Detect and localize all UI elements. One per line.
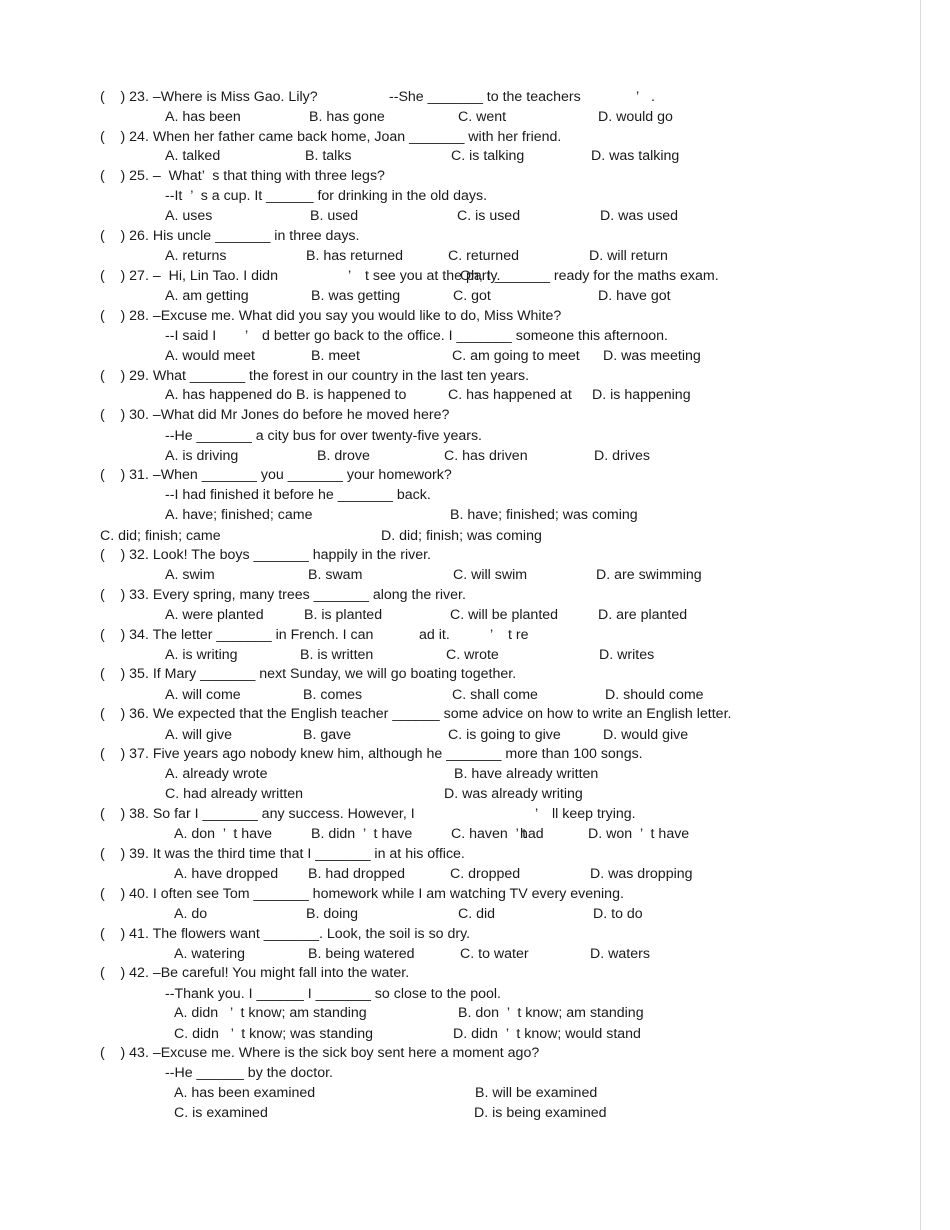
answer-option-q35: A. will come xyxy=(165,687,241,703)
answer-option-q42: C. didn ’ t know; was standing xyxy=(174,1026,373,1042)
question-text-q23: --She _______ to the teachers xyxy=(389,89,581,105)
answer-option-q36: C. is going to give xyxy=(448,727,561,743)
question-text-q28: --I said I xyxy=(165,328,217,344)
answer-option-q28: B. meet xyxy=(311,348,360,364)
answer-option-q41: D. waters xyxy=(590,946,650,962)
question-text-q38: ’ xyxy=(535,806,539,822)
answer-option-q35: D. should come xyxy=(605,687,704,703)
question-text-q31: --I had finished it before he _______ back. xyxy=(165,487,431,503)
answer-option-q25: C. is used xyxy=(457,208,521,224)
question-text-q41: ( ) 41. The flowers want _______. Look, the soil is so dry. xyxy=(100,926,471,942)
answer-option-q29: A. has happened do B. is happened to xyxy=(165,387,407,403)
answer-option-q37: D. was already writing xyxy=(444,786,583,802)
answer-option-q35: B. comes xyxy=(303,687,363,703)
question-text-q40: ( ) 40. I often see Tom _______ homework while I am watching TV every evening. xyxy=(100,886,624,902)
answer-option-q23: C. went xyxy=(458,109,507,125)
answer-option-q30: D. drives xyxy=(594,448,650,464)
answer-option-q38: had xyxy=(520,826,544,842)
question-text-q34: ( ) 34. The letter _______ in French. I can xyxy=(100,627,374,643)
question-text-q24: ( ) 24. When her father came back home, Joan _______ with her friend. xyxy=(100,129,562,145)
question-text-q34: ’ xyxy=(490,627,494,643)
answer-option-q32: C. will swim xyxy=(453,567,528,583)
answer-option-q31: C. did; finish; came xyxy=(100,528,221,544)
answer-option-q30: B. drove xyxy=(317,448,370,464)
answer-option-q43: A. has been examined xyxy=(174,1085,316,1101)
answer-option-q43: D. is being examined xyxy=(474,1105,607,1121)
question-text-q28: ’ xyxy=(245,328,249,344)
answer-option-q40: B. doing xyxy=(306,906,359,922)
answer-option-q41: A. watering xyxy=(174,946,245,962)
answer-option-q26: C. returned xyxy=(448,248,519,264)
answer-option-q40: C. did xyxy=(458,906,496,922)
answer-option-q23: D. would go xyxy=(598,109,673,125)
answer-option-q40: D. to do xyxy=(593,906,643,922)
question-text-q32: ( ) 32. Look! The boys _______ happily in the river. xyxy=(100,547,431,563)
question-text-q43: --He ______ by the doctor. xyxy=(165,1065,333,1081)
answer-option-q33: B. is planted xyxy=(304,607,383,623)
answer-option-q25: D. was used xyxy=(600,208,679,224)
answer-option-q24: B. talks xyxy=(305,148,352,164)
answer-option-q29: D. is happening xyxy=(592,387,691,403)
question-text-q34: ad it. xyxy=(419,627,450,643)
answer-option-q41: C. to water xyxy=(460,946,529,962)
answer-option-q33: D. are planted xyxy=(598,607,688,623)
answer-option-q30: A. is driving xyxy=(165,448,239,464)
question-text-q34: t re xyxy=(508,627,529,643)
question-text-q30: ( ) 30. –What did Mr Jones do before he moved here? xyxy=(100,407,450,423)
question-text-q29: ( ) 29. What _______ the forest in our country in the last ten years. xyxy=(100,368,530,384)
answer-option-q37: C. had already written xyxy=(165,786,304,802)
answer-option-q37: A. already wrote xyxy=(165,766,268,782)
answer-option-q25: A. uses xyxy=(165,208,213,224)
question-text-q25: --It ’ s a cup. It ______ for drinking in the old days. xyxy=(165,188,488,204)
question-text-q28: ( ) 28. –Excuse me. What did you say you would like to do, Miss White? xyxy=(100,308,562,324)
question-text-q23: ( ) 23. –Where is Miss Gao. Lily? xyxy=(100,89,318,105)
answer-option-q27: B. was getting xyxy=(311,288,401,304)
answer-option-q38: D. won ’ t have xyxy=(588,826,690,842)
answer-option-q37: B. have already written xyxy=(454,766,599,782)
question-text-q27: ( ) 27. – Hi, Lin Tao. I didn xyxy=(100,268,278,284)
question-text-q23: ’ xyxy=(636,89,640,105)
answer-option-q23: A. has been xyxy=(165,109,241,125)
answer-option-q39: D. was dropping xyxy=(590,866,693,882)
question-text-q26: ( ) 26. His uncle _______ in three days. xyxy=(100,228,360,244)
question-text-q27: ’ xyxy=(348,268,352,284)
question-text-q42: ( ) 42. –Be careful! You might fall into the water. xyxy=(100,965,410,981)
question-text-q36: ( ) 36. We expected that the English teacher ______ some advice on how to write an English letter. xyxy=(100,706,732,722)
answer-option-q26: A. returns xyxy=(165,248,227,264)
answer-option-q26: B. has returned xyxy=(306,248,404,264)
question-text-q28: d better go back to the office. I _______ someone this afternoon. xyxy=(262,328,668,344)
question-text-q23: . xyxy=(651,89,655,105)
question-text-q35: ( ) 35. If Mary _______ next Sunday, we will go boating together. xyxy=(100,666,517,682)
answer-option-q43: B. will be examined xyxy=(475,1085,598,1101)
answer-option-q33: C. will be planted xyxy=(450,607,559,623)
answer-option-q28: C. am going to meet xyxy=(452,348,580,364)
answer-option-q34: A. is writing xyxy=(165,647,238,663)
answer-option-q34: D. writes xyxy=(599,647,655,663)
answer-option-q31: B. have; finished; was coming xyxy=(450,507,638,523)
question-text-q27: Oh, I _______ ready for the maths exam. xyxy=(460,268,719,284)
answer-option-q33: A. were planted xyxy=(165,607,264,623)
answer-option-q29: C. has happened at xyxy=(448,387,572,403)
answer-option-q40: A. do xyxy=(174,906,208,922)
answer-option-q24: D. was talking xyxy=(591,148,680,164)
answer-option-q31: A. have; finished; came xyxy=(165,507,313,523)
answer-option-q43: C. is examined xyxy=(174,1105,268,1121)
question-text-q39: ( ) 39. It was the third time that I _______ in at his office. xyxy=(100,846,465,862)
answer-option-q36: B. gave xyxy=(303,727,352,743)
question-text-q33: ( ) 33. Every spring, many trees _______ along the river. xyxy=(100,587,466,603)
answer-option-q25: B. used xyxy=(310,208,359,224)
answer-option-q38: A. don ’ t have xyxy=(174,826,273,842)
page-edge-line xyxy=(920,0,921,1230)
answer-option-q24: C. is talking xyxy=(451,148,525,164)
answer-option-q39: C. dropped xyxy=(450,866,521,882)
question-text-q42: --Thank you. I ______ I _______ so close to the pool. xyxy=(165,986,501,1002)
answer-option-q38: B. didn ’ t have xyxy=(311,826,413,842)
question-text-q38: ll keep trying. xyxy=(552,806,636,822)
answer-option-q38: C. haven ’ t xyxy=(451,826,527,842)
question-text-q37: ( ) 37. Five years ago nobody knew him, although he _______ more than 100 songs. xyxy=(100,746,643,762)
question-text-q30: --He _______ a city bus for over twenty-five years. xyxy=(165,428,482,444)
answer-option-q39: B. had dropped xyxy=(308,866,406,882)
question-text-q27: t see you at the party. xyxy=(365,268,501,284)
answer-option-q32: B. swam xyxy=(308,567,363,583)
answer-option-q27: D. have got xyxy=(598,288,671,304)
answer-option-q41: B. being watered xyxy=(308,946,415,962)
answer-option-q28: D. was meeting xyxy=(603,348,701,364)
answer-option-q28: A. would meet xyxy=(165,348,255,364)
answer-option-q34: B. is written xyxy=(300,647,374,663)
question-text-q31: ( ) 31. –When _______ you _______ your homework? xyxy=(100,467,452,483)
answer-option-q27: A. am getting xyxy=(165,288,249,304)
answer-option-q30: C. has driven xyxy=(444,448,528,464)
answer-option-q24: A. talked xyxy=(165,148,221,164)
answer-option-q32: D. are swimming xyxy=(596,567,702,583)
question-text-q25: ( ) 25. – What’ s that thing with three legs? xyxy=(100,168,385,184)
question-text-q43: ( ) 43. –Excuse me. Where is the sick boy sent here a moment ago? xyxy=(100,1045,540,1061)
answer-option-q27: C. got xyxy=(453,288,491,304)
answer-option-q42: D. didn ’ t know; would stand xyxy=(453,1026,641,1042)
answer-option-q31: D. did; finish; was coming xyxy=(381,528,542,544)
answer-option-q32: A. swim xyxy=(165,567,215,583)
answer-option-q42: A. didn ’ t know; am standing xyxy=(174,1005,367,1021)
question-text-q38: ( ) 38. So far I _______ any success. However, I xyxy=(100,806,415,822)
answer-option-q34: C. wrote xyxy=(446,647,499,663)
answer-option-q39: A. have dropped xyxy=(174,866,279,882)
answer-option-q23: B. has gone xyxy=(309,109,385,125)
answer-option-q35: C. shall come xyxy=(452,687,538,703)
answer-option-q26: D. will return xyxy=(589,248,668,264)
answer-option-q42: B. don ’ t know; am standing xyxy=(458,1005,644,1021)
answer-option-q36: A. will give xyxy=(165,727,233,743)
answer-option-q36: D. would give xyxy=(603,727,689,743)
